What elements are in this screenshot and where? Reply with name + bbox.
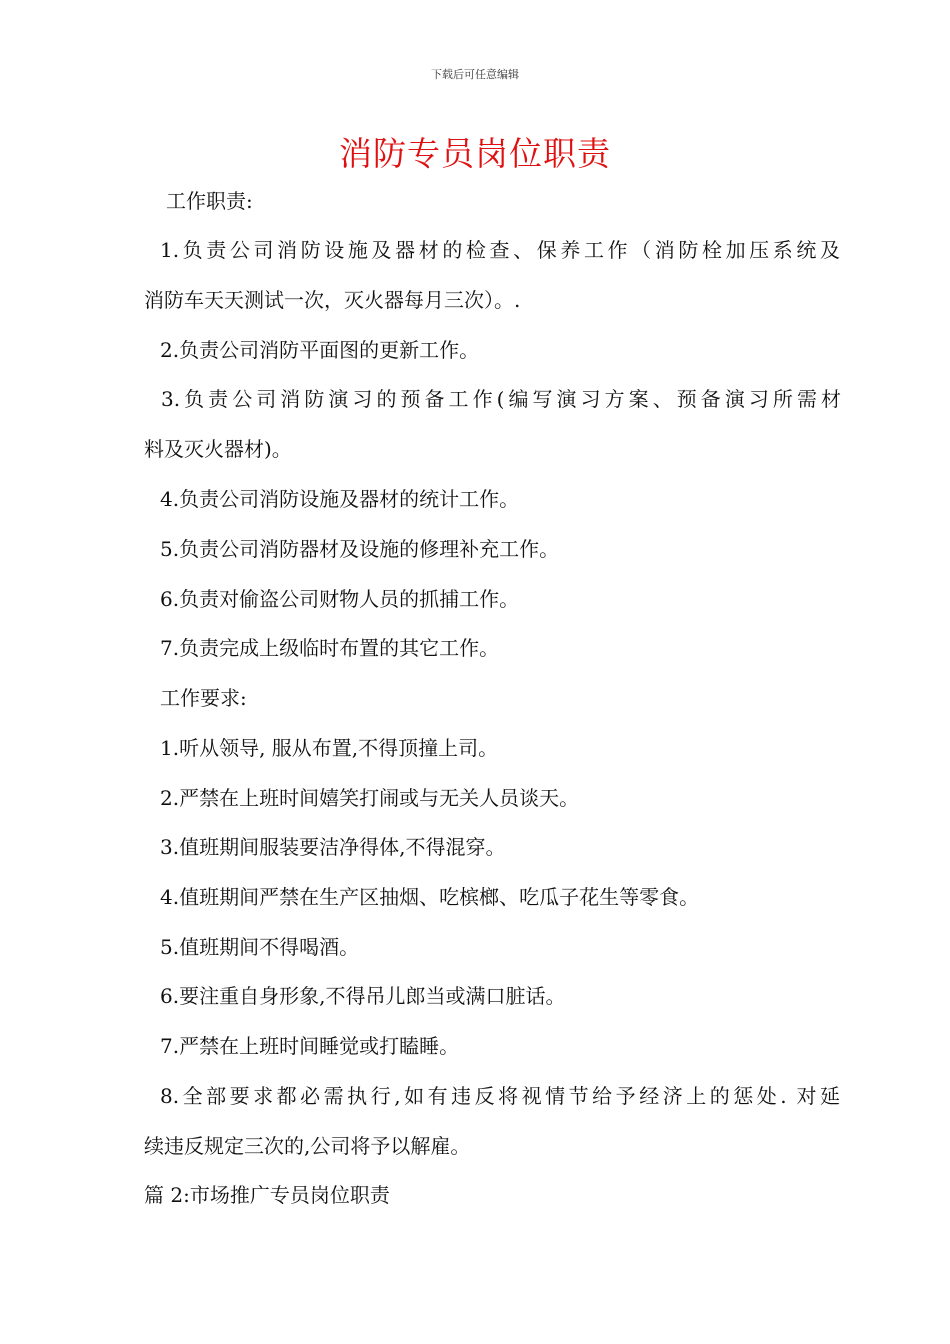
document-title: 消防专员岗位职责 (339, 134, 611, 173)
requirement-item-8-line-2: 续违反规定三次的,公司将予以解雇。 (144, 1134, 471, 1158)
duty-item-3-line-1: 3.负责公司消防演习的预备工作(编写演习方案、预备演习所需材 (161, 387, 841, 411)
duty-item-7: 7.负责完成上级临时布置的其它工作。 (160, 636, 500, 660)
duties-heading: 工作职责: (166, 189, 253, 213)
duty-item-6: 6.负责对偷盗公司财物人员的抓捕工作。 (160, 587, 520, 611)
duty-item-1-line-1: 1.负责公司消防设施及器材的检查、保养工作（消防栓加压系统及 (160, 238, 840, 262)
requirement-item-1: 1.听从领导, 服从布置,不得顶撞上司。 (160, 736, 499, 760)
duty-item-4: 4.负责公司消防设施及器材的统计工作。 (160, 487, 520, 511)
requirement-item-2: 2.严禁在上班时间嬉笑打闹或与无关人员谈天。 (160, 786, 580, 810)
duty-item-2: 2.负责公司消防平面图的更新工作。 (160, 338, 480, 362)
duty-item-5: 5.负责公司消防器材及设施的修理补充工作。 (160, 537, 560, 561)
requirement-item-7: 7.严禁在上班时间睡觉或打瞌睡。 (160, 1034, 460, 1058)
requirements-heading: 工作要求: (160, 686, 247, 710)
duty-item-3-line-2: 料及灭火器材)。 (144, 437, 292, 461)
requirement-item-6: 6.要注重自身形象,不得吊儿郎当或满口脏话。 (160, 984, 566, 1008)
requirement-item-5: 5.值班期间不得喝酒。 (160, 935, 360, 959)
requirement-item-8-line-1: 8.全部要求都必需执行,如有违反将视情节给予经济上的惩处. 对延 (160, 1084, 840, 1108)
requirement-item-4: 4.值班期间严禁在生产区抽烟、吃槟榔、吃瓜子花生等零食。 (160, 885, 700, 909)
requirement-item-3: 3.值班期间服装要洁净得体,不得混穿。 (160, 835, 506, 859)
next-section-heading: 篇 2:市场推广专员岗位职责 (144, 1183, 390, 1207)
duty-item-1-line-2: 消防车天天测试一次，灭火器每月三次）。. (144, 288, 521, 312)
header-note: 下载后可任意编辑 (431, 68, 519, 81)
